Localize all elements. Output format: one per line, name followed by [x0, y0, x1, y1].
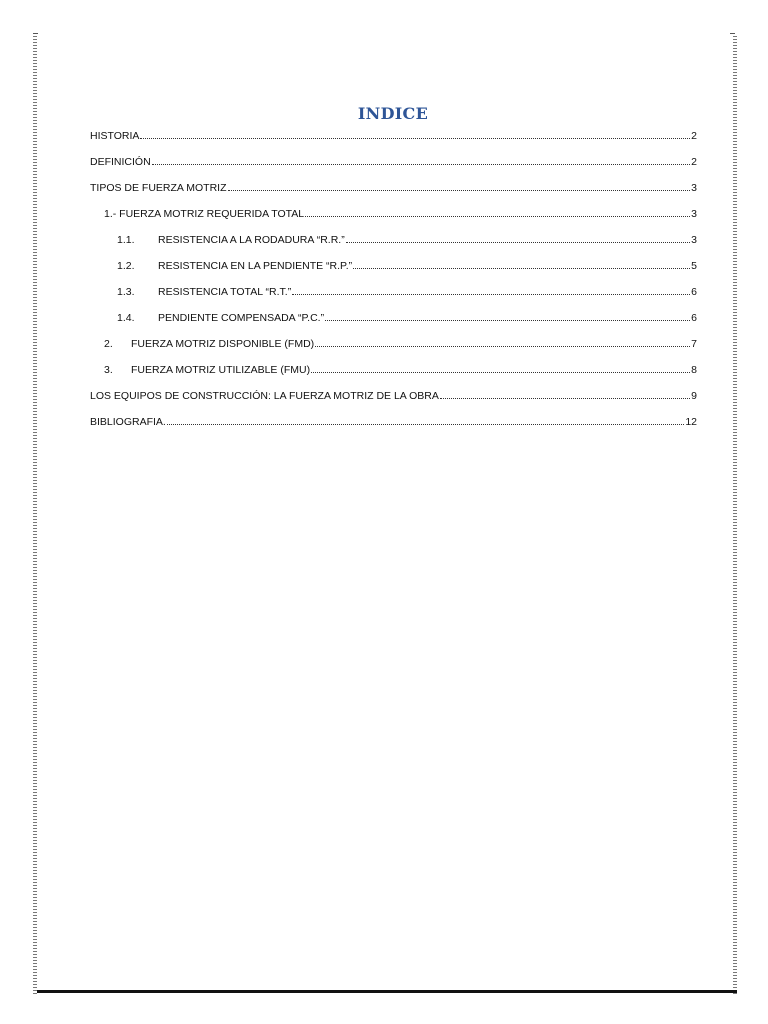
toc-entry-label: FUERZA MOTRIZ DISPONIBLE (FMD) [131, 338, 315, 350]
toc-leader-dots [152, 151, 690, 165]
toc-leader-dots [167, 411, 684, 425]
toc-leader-dots [228, 177, 691, 191]
page-border-bottom [37, 990, 737, 993]
toc-title: INDICE [357, 104, 429, 123]
toc-entry-label: TIPOS DE FUERZA MOTRIZ [90, 182, 227, 194]
toc-entry-number: 1.1. [117, 234, 135, 246]
toc-entry[interactable] [90, 334, 697, 350]
toc-entry-number: 2. [104, 338, 113, 350]
toc-page-number: 8 [691, 364, 697, 376]
page-border-left [33, 36, 37, 994]
toc-page-number: 7 [691, 338, 697, 350]
toc-entry[interactable] [90, 152, 697, 168]
toc-entry-label: PENDIENTE COMPENSADA “P.C.” [158, 312, 325, 324]
toc-entry[interactable] [90, 204, 697, 220]
toc-leader-dots [346, 229, 690, 243]
toc-page-number: 2 [691, 156, 697, 168]
toc-entry[interactable] [90, 386, 697, 402]
toc-entry-number: 1.2. [117, 260, 135, 272]
toc-entry-label: BIBLIOGRAFIA. [90, 416, 166, 428]
toc-page-number: 5 [691, 260, 697, 272]
toc-page-number: 12 [685, 416, 697, 428]
toc-page-number: 6 [691, 286, 697, 298]
toc-entry-number: 1.3. [117, 286, 135, 298]
toc-entry[interactable] [90, 256, 697, 272]
toc-entry[interactable] [90, 178, 697, 194]
toc-leader-dots [353, 255, 690, 269]
toc-leader-dots [440, 385, 690, 399]
toc-entry-label: RESISTENCIA TOTAL “R.T.” [158, 286, 292, 298]
toc-page-number: 6 [691, 312, 697, 324]
toc-leader-dots [305, 203, 690, 217]
toc-entry-label: HISTORIA [90, 130, 140, 142]
toc-entry-label: DEFINICIÓN [90, 156, 151, 168]
toc-leader-dots [325, 307, 690, 321]
toc-entry-label: RESISTENCIA A LA RODADURA “R.R.” [158, 234, 345, 246]
toc-page-number: 3 [691, 208, 697, 220]
toc-entry-label: RESISTENCIA EN LA PENDIENTE “R.P.” [158, 260, 353, 272]
toc-entry[interactable] [90, 412, 697, 428]
toc-leader-dots [311, 359, 690, 373]
toc-entry[interactable] [90, 282, 697, 298]
toc-entry[interactable] [90, 230, 697, 246]
toc-entry[interactable] [90, 308, 697, 324]
toc-entry-number: 1.4. [117, 312, 135, 324]
toc-entry-label: 1.- FUERZA MOTRIZ REQUERIDA TOTAL [104, 208, 305, 220]
toc-entry-label: LOS EQUIPOS DE CONSTRUCCIÓN: LA FUERZA MOTRIZ DE LA OBRA [90, 390, 439, 402]
toc-entry-label: FUERZA MOTRIZ UTILIZABLE (FMU) [131, 364, 311, 376]
toc-leader-dots [292, 281, 690, 295]
toc-page-number: 2 [691, 130, 697, 142]
toc-entry[interactable] [90, 360, 697, 376]
toc-leader-dots [315, 333, 690, 347]
page-border-right [733, 36, 737, 994]
toc-page-number: 3 [691, 182, 697, 194]
toc-page-number: 9 [691, 390, 697, 402]
toc-entry[interactable] [90, 126, 697, 142]
toc-entry-number: 3. [104, 364, 113, 376]
toc-leader-dots [140, 125, 690, 139]
toc-page-number: 3 [691, 234, 697, 246]
